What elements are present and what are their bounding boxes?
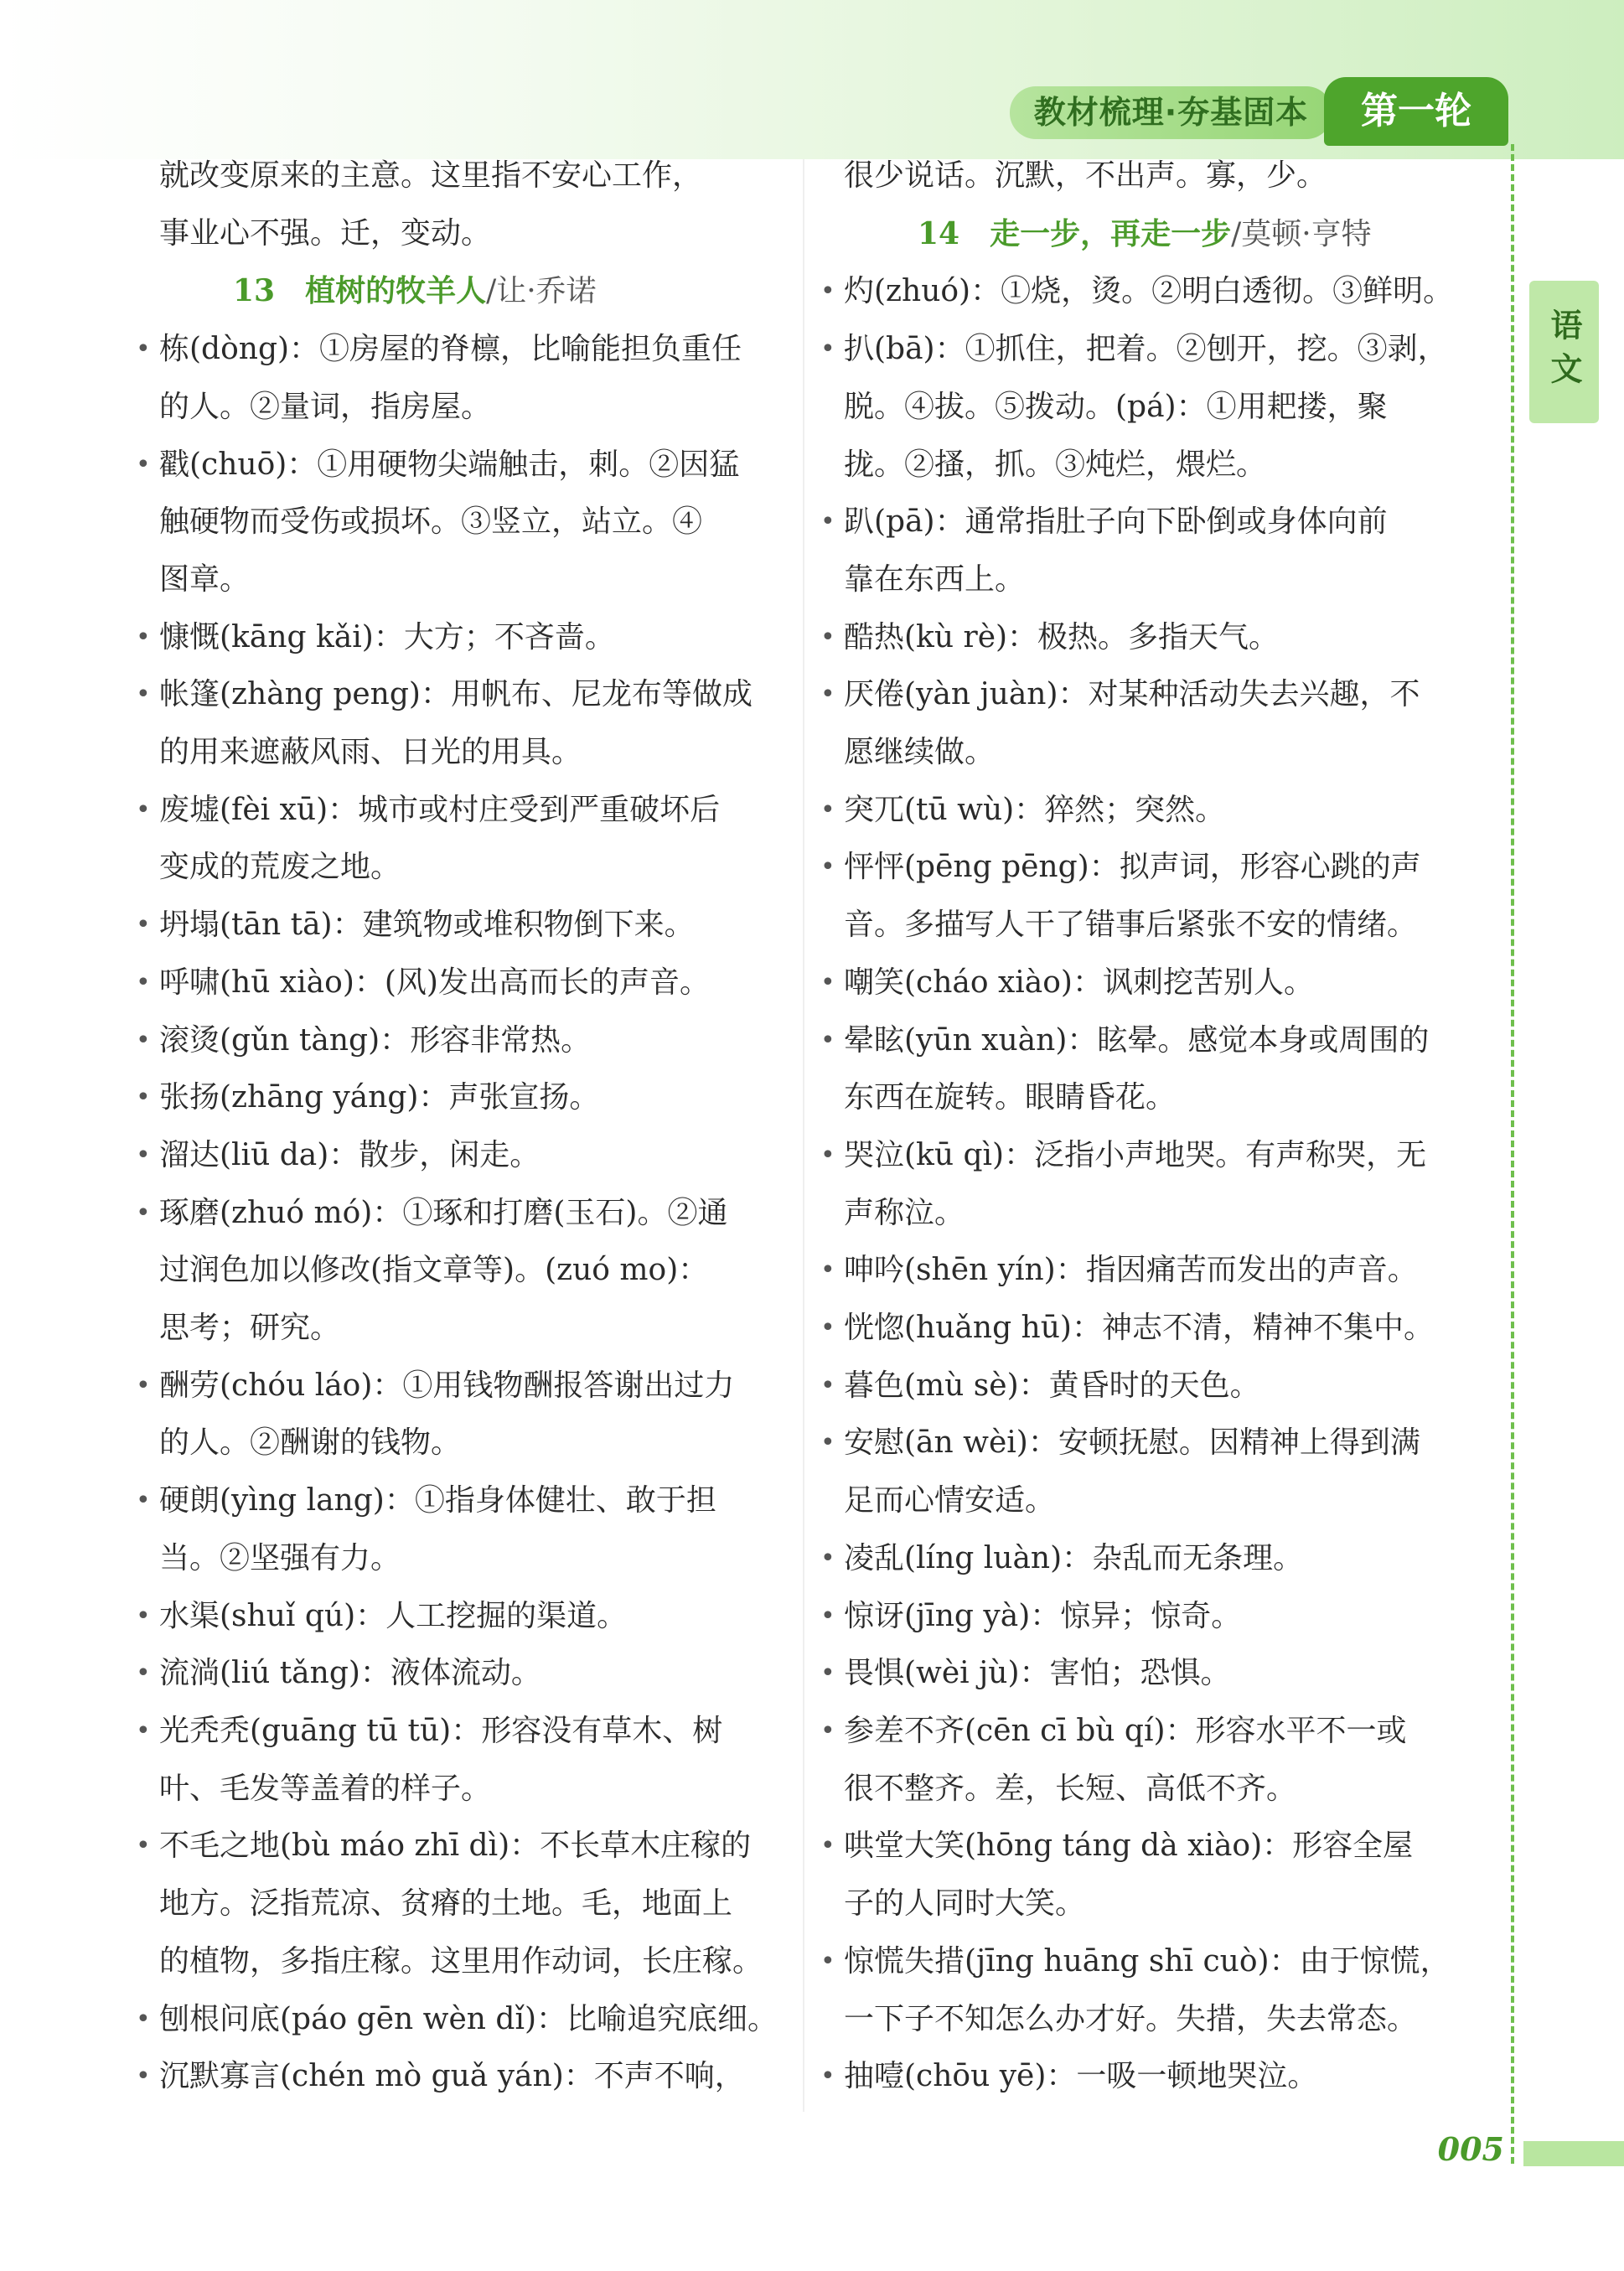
vocab-entry-line: 过润色加以修改(指文章等)。(zuó mo)： [159,1253,709,1288]
vocab-entry [834,1415,1496,1529]
continued-text-line: 就改变原来的主意。这里指不安心工作， [159,158,703,193]
vocab-entry-line: 戳(chuō)：①用硬物尖端触击，刺。②因猛 [159,447,740,482]
vocab-entry-line: 呻吟(shēn yín)：指因痛苦而发出的声音。 [844,1253,1418,1288]
vocab-entry-line: 慷慨(kāng kǎi)：大方；不吝啬。 [159,619,615,654]
vocab-entry-line: 酬劳(chóu láo)：①用钱物酬报答谢出过力 [159,1368,735,1403]
vocab-entry [149,954,811,1012]
vocab-entry [834,1012,1496,1127]
page-number: 005 [1437,2130,1504,2168]
vocab-entry-line: 的人。②量词，指房屋。 [159,389,492,424]
vocab-entry-line: 凌乱(líng luàn)：杂乱而无条理。 [844,1540,1304,1575]
round-tab: 第一轮 [1324,77,1508,146]
vocab-entry-line: 愿继续做。 [844,735,996,770]
vocab-entry-line: 硬朗(yìng lang)：①指身体健壮、敢于担 [159,1483,716,1518]
vocab-entry [149,1588,811,1646]
vocab-entry-line: 厌倦(yàn juàn)：对某种活动失去兴趣，不 [844,677,1420,712]
vocab-entry [834,1703,1496,1818]
vocab-entry-line: 呼啸(hū xiào)：(风)发出高而长的声音。 [159,965,710,1000]
vocab-entry-line: 嘲笑(cháo xiào)：讽刺挖苦别人。 [844,965,1314,1000]
lesson-title-text: 13 植树的牧羊人 [233,273,487,309]
vocab-entry-line: 足而心情安适。 [844,1483,1056,1518]
vocab-entry-line: 的植物，多指庄稼。这里用作动词，长庄稼。 [159,1943,763,1979]
lesson-title [149,262,811,321]
vocab-entry [834,609,1496,667]
vocab-entry [834,1358,1496,1415]
vocab-entry-line: 怦怦(pēng pēng)：拟声词，形容心跳的声 [844,850,1421,885]
vocab-entry-line: 沉默寡言(chén mò guǎ yán)：不声不响， [159,2059,745,2094]
vocab-entry [149,1127,811,1185]
vocab-entry [834,263,1496,321]
vocab-entry [149,321,811,436]
vocab-entry-line: 滚烫(gǔn tàng)：形容非常热。 [159,1022,592,1058]
vocab-entry [834,839,1496,954]
vocab-entry [149,1991,811,2049]
vocab-entry-line: 声称泣。 [844,1195,965,1230]
vocab-entry-line: 趴(pā)：通常指肚子向下卧倒或身体向前 [844,504,1388,540]
vocab-entry-line: 靠在东西上。 [844,561,1026,597]
subject-tab: 语文 [1529,281,1599,423]
vocab-entry [149,2048,811,2106]
vocab-entry-line: 水渠(shuǐ qú)：人工挖掘的渠道。 [159,1598,628,1633]
vocab-entry [149,1472,811,1587]
vocab-entry-line: 参差不齐(cēn cī bù qí)：形容水平不一或 [844,1713,1407,1748]
vocab-entry-line: 脱。④拔。⑤拨动。(pá)：①用耙搂，聚 [844,389,1388,424]
vocab-entry-line: 地方。泛指荒凉、贫瘠的土地。毛，地面上 [159,1886,733,1922]
lesson-author: /莫顿·亨特 [1231,216,1372,251]
section-label: 教材梳理·夯基固本 [1010,86,1332,139]
vocab-entry-line: 触硬物而受伤或损坏。③竖立，站立。④ [159,504,703,540]
vocab-entry [149,1703,811,1818]
vocab-entry [149,437,811,609]
vocab-entry-line: 的用来遮蔽风雨、日光的用具。 [159,735,582,770]
vocab-entry [149,1069,811,1127]
vocab-entry-line: 子的人同时大笑。 [844,1886,1086,1922]
footer-bar [1523,2141,1624,2166]
vocab-entry-line: 突兀(tū wù)：猝然；突然。 [844,792,1226,827]
vocab-entry [834,494,1496,608]
vocab-entry [834,2048,1496,2106]
lesson-author: /让·乔诺 [486,274,597,309]
lesson-title-text: 14 走一步，再走一步 [918,215,1232,251]
vocab-entry-line: 音。多描写人干了错事后紧张不安的情绪。 [844,908,1418,943]
vocab-entry [834,1933,1496,2048]
vocab-entry-line: 抽噎(chōu yē)：一吸一顿地哭泣。 [844,2059,1318,2094]
vocab-entry-line: 畏惧(wèi jù)：害怕；恐惧。 [844,1656,1231,1691]
margin-dashed-line [1511,144,1514,2164]
vocab-entry [149,1645,811,1703]
left-column [149,147,811,2106]
vocab-entry-line: 扒(bā)：①抓住，把着。②刨开，挖。③剥， [844,332,1448,367]
vocab-entry-line: 帐篷(zhàng peng)：用帆布、尼龙布等做成 [159,677,753,712]
vocab-entry-line: 琢磨(zhuó mó)：①琢和打磨(玉石)。②通 [159,1195,728,1230]
continued-text-line: 很少说话。沉默，不出声。寡，少。 [844,158,1327,193]
right-column [834,147,1496,2106]
vocab-entry [149,782,811,897]
vocab-entry [834,1300,1496,1358]
vocab-entry-line: 晕眩(yūn xuàn)：眩晕。感觉本身或周围的 [844,1022,1430,1058]
vocab-entry [834,1127,1496,1242]
vocab-entry-line: 流淌(liú tǎng)：液体流动。 [159,1656,541,1691]
vocab-entry-line: 安慰(ān wèi)：安顿抚慰。因精神上得到满 [844,1425,1420,1461]
vocab-entry-line: 思考；研究。 [159,1311,341,1346]
vocab-entry-line: 哭泣(kū qì)：泛指小声地哭。有声称哭，无 [844,1137,1427,1172]
vocab-entry-line: 当。②坚强有力。 [159,1540,401,1575]
vocab-entry-line: 很不整齐。差，长短、高低不齐。 [844,1771,1297,1806]
vocab-entry [834,1645,1496,1703]
vocab-entry [149,609,811,667]
vocab-entry-line: 图章。 [159,561,251,597]
vocab-entry [834,666,1496,781]
vocab-entry-line: 恍惚(huǎng hū)：神志不清，精神不集中。 [844,1311,1434,1346]
vocab-entry-line: 一下子不知怎么办才好。失措，失去常态。 [844,2001,1418,2036]
vocab-entry [834,954,1496,1012]
vocab-entry-line: 的人。②酬谢的钱物。 [159,1425,462,1461]
vocab-entry-line: 刨根问底(páo gēn wèn dǐ)：比喻追究底细。 [159,2001,778,2036]
continued-text-line: 事业心不强。迁，变动。 [159,215,492,251]
vocab-entry-line: 叶、毛发等盖着的样子。 [159,1771,492,1806]
vocab-entry-line: 变成的荒废之地。 [159,850,401,885]
vocab-entry-line: 哄堂大笑(hōng táng dà xiào)：形容全屋 [844,1829,1414,1864]
vocab-entry [149,1358,811,1472]
vocab-entry-line: 暮色(mù sè)：黄昏时的天色。 [844,1368,1260,1403]
vocab-entry [149,1012,811,1070]
vocab-entry [834,321,1496,494]
vocab-entry-line: 不毛之地(bù máo zhī dì)：不长草木庄稼的 [159,1829,752,1864]
vocab-entry [149,1818,811,1990]
vocab-entry-line: 惊讶(jīng yà)：惊异；惊奇。 [844,1598,1242,1633]
vocab-entry-line: 拢。②搔，抓。③炖烂，煨烂。 [844,447,1267,482]
vocab-entry-line: 光秃秃(guāng tū tū)：形容没有草木、树 [159,1713,723,1748]
vocab-entry [834,782,1496,840]
vocab-entry-line: 坍塌(tān tā)：建筑物或堆积物倒下来。 [159,908,695,943]
vocab-entry [834,1588,1496,1646]
vocab-entry [834,1242,1496,1300]
vocab-entry-line: 栋(dòng)：①房屋的脊檩，比喻能担负重任 [159,332,742,367]
vocab-entry-line: 惊慌失措(jīng huāng shī cuò)：由于惊慌， [844,1943,1451,1979]
vocab-entry [834,1530,1496,1588]
vocab-entry [149,897,811,954]
vocab-entry [834,1818,1496,1932]
vocab-entry-line: 废墟(fèi xū)：城市或村庄受到严重破坏后 [159,792,721,827]
vocab-entry-line: 溜达(liū da)：散步，闲走。 [159,1137,540,1172]
vocab-entry-line: 张扬(zhāng yáng)：声张宣扬。 [159,1080,600,1115]
lesson-title [834,205,1496,264]
vocab-entry [149,1185,811,1358]
vocab-entry [149,666,811,781]
vocab-entry-line: 酷热(kù rè)：极热。多指天气。 [844,619,1280,654]
vocab-entry-line: 东西在旋转。眼睛昏花。 [844,1080,1177,1115]
vocab-entry-line: 灼(zhuó)：①烧，烫。②明白透彻。③鲜明。 [844,274,1454,309]
